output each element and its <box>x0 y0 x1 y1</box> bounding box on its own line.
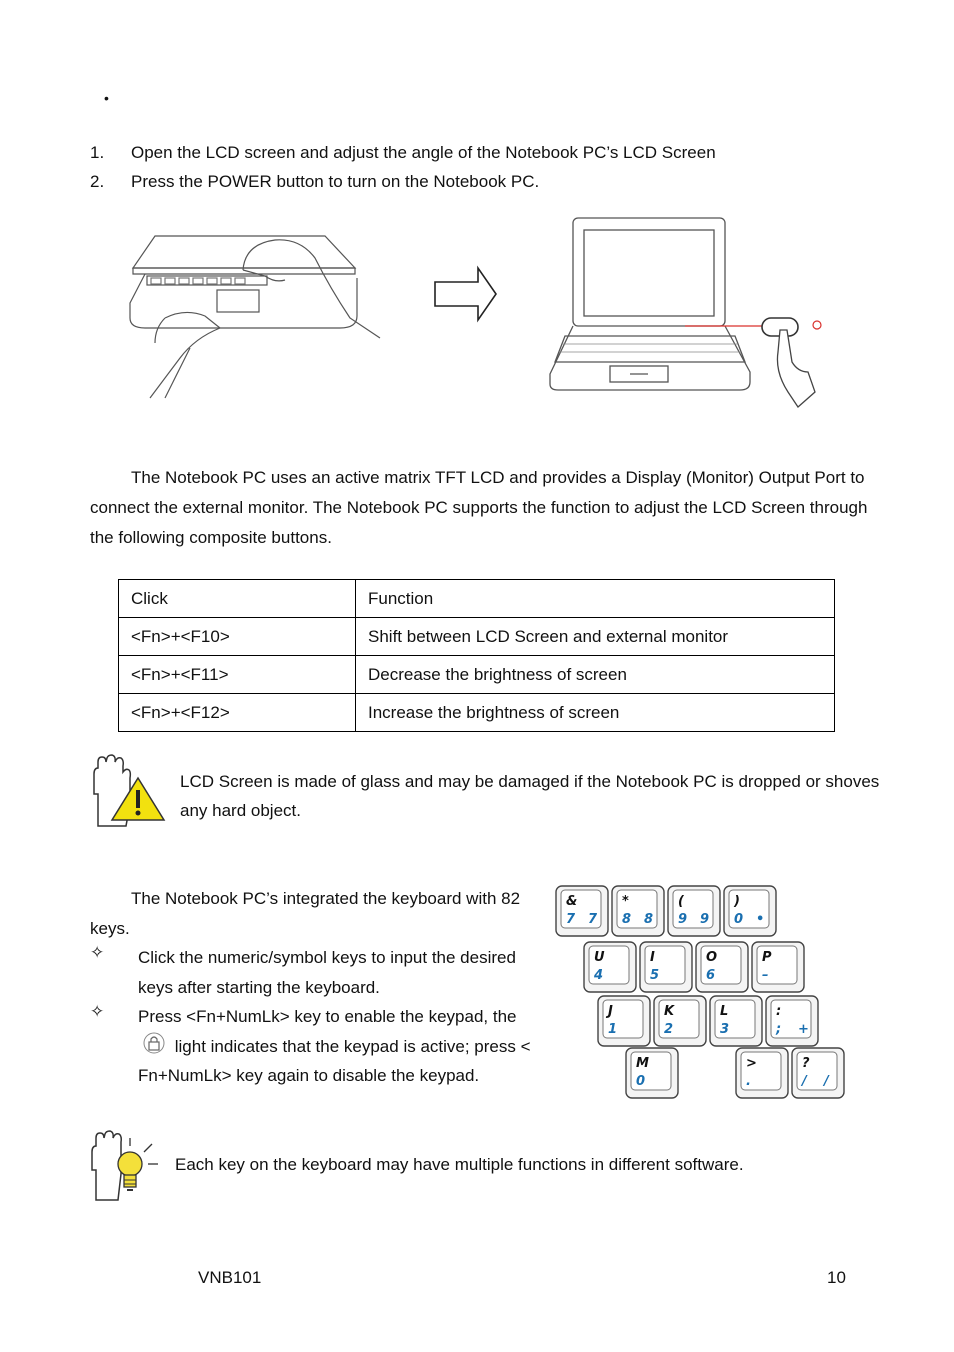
key-symbol-legend: 8 <box>644 912 654 927</box>
key-combo-cell: <Fn>+<F12> <box>119 694 356 732</box>
key-top-legend: K <box>664 1004 675 1019</box>
key-numpad-legend: – <box>762 968 769 983</box>
key-top-legend: P <box>762 950 772 965</box>
key-top-legend: O <box>706 950 718 965</box>
function-table <box>118 579 835 732</box>
keypad-key <box>668 886 720 936</box>
table-row <box>119 618 835 656</box>
keypad-key <box>612 886 664 936</box>
table-header-row <box>119 580 835 618</box>
key-combo-cell: <Fn>+<F10> <box>119 618 356 656</box>
keypad-key <box>584 942 636 992</box>
keypad-key <box>752 942 804 992</box>
keypad-key <box>724 886 776 936</box>
tip-note-text: Each key on the keyboard may have multiple functions in different software. <box>175 1155 744 1174</box>
key-top-legend: & <box>566 894 578 909</box>
key-top-legend: U <box>594 950 605 965</box>
keypad-key <box>696 942 748 992</box>
keypad-illustration <box>552 882 852 1104</box>
table-row <box>119 694 835 732</box>
key-symbol-legend: 9 <box>700 912 710 927</box>
key-symbol-legend: / <box>824 1074 829 1089</box>
key-numpad-legend: ; <box>776 1022 782 1037</box>
open-laptop-illustration <box>125 228 390 403</box>
keypad-key <box>654 996 706 1046</box>
key-top-legend: M <box>636 1056 649 1071</box>
step-number: 1. <box>90 143 105 162</box>
page-number: 10 <box>827 1268 846 1287</box>
keypad-key <box>598 996 650 1046</box>
header-function: Function <box>356 580 835 618</box>
warning-hand-icon <box>86 754 166 830</box>
function-cell: Shift between LCD Screen and external monitor <box>356 618 835 656</box>
key-numpad-legend: 8 <box>622 912 632 927</box>
key-numpad-legend: 9 <box>678 912 688 927</box>
step-text: Press the POWER button to turn on the Notebook PC. <box>131 172 540 191</box>
key-top-legend: * <box>622 894 629 909</box>
key-top-legend: ) <box>734 894 740 909</box>
laptop-power-illustration <box>540 212 840 412</box>
key-symbol-legend: • <box>756 912 765 927</box>
key-numpad-legend: 7 <box>566 912 576 927</box>
key-top-legend: ? <box>802 1056 810 1071</box>
keyboard-bullet-2 <box>138 1002 533 1091</box>
header-click: Click <box>119 580 356 618</box>
key-numpad-legend: 0 <box>734 912 744 927</box>
keypad-key <box>556 886 608 936</box>
keypad-key <box>710 996 762 1046</box>
bullet-2-text-end: light indicates that the keypad is active; press < Fn+NumLk> key again to disable the keypad. <box>138 1036 531 1086</box>
table-row <box>119 656 835 694</box>
footer-model: VNB101 <box>198 1268 262 1287</box>
tip-lightbulb-icon <box>86 1130 162 1204</box>
keyboard-intro: The Notebook PC’s integrated the keyboard with 82 keys. <box>90 889 521 938</box>
key-numpad-legend: . <box>746 1074 751 1089</box>
keypad-key <box>766 996 818 1046</box>
keypad-key <box>640 942 692 992</box>
key-numpad-legend: 6 <box>706 968 716 983</box>
key-numpad-legend: 0 <box>636 1074 646 1089</box>
bullet-2-text-start: Press <Fn+NumLk> key to enable the keypad, the <box>138 1007 517 1026</box>
key-numpad-legend: / <box>802 1074 807 1089</box>
arrow-right-icon <box>432 264 500 324</box>
key-top-legend: J <box>608 1004 613 1019</box>
step-number: 2. <box>90 172 105 191</box>
key-top-legend: > <box>746 1056 757 1071</box>
key-combo-cell: <Fn>+<F11> <box>119 656 356 694</box>
bullet-symbol: ✧ <box>90 943 105 962</box>
function-cell: Increase the brightness of screen <box>356 694 835 732</box>
keyboard-bullet-1: Click the numeric/symbol keys to input the desired keys after starting the keyboard. <box>138 948 516 997</box>
lcd-paragraph: The Notebook PC uses an active matrix TFT LCD and provides a Display (Monitor) Output Port to connect the external monitor. The Notebook PC supports the function to adjust the LCD Screen through the following composite buttons. <box>90 468 868 547</box>
key-numpad-legend: 5 <box>650 968 660 983</box>
keypad-key <box>736 1048 788 1098</box>
bullet-dot: • <box>104 90 109 106</box>
function-cell: Decrease the brightness of screen <box>356 656 835 694</box>
key-numpad-legend: 1 <box>608 1022 618 1037</box>
key-symbol-legend: + <box>798 1022 809 1037</box>
key-top-legend: : <box>776 1004 782 1019</box>
key-top-legend: L <box>720 1004 729 1019</box>
step-text: Open the LCD screen and adjust the angle of the Notebook PC’s LCD Screen <box>131 143 716 162</box>
key-top-legend: ( <box>678 894 684 909</box>
keypad-key <box>626 1048 678 1098</box>
key-symbol-legend: 7 <box>588 912 598 927</box>
warning-note-text: LCD Screen is made of glass and may be damaged if the Notebook PC is dropped or shoves any hard object. <box>180 772 880 820</box>
key-top-legend: I <box>650 950 655 965</box>
numlock-indicator-icon <box>140 1032 168 1054</box>
bullet-symbol: ✧ <box>90 1002 105 1021</box>
key-numpad-legend: 2 <box>664 1022 674 1037</box>
keypad-key <box>792 1048 844 1098</box>
key-numpad-legend: 4 <box>594 968 604 983</box>
key-numpad-legend: 3 <box>720 1022 730 1037</box>
